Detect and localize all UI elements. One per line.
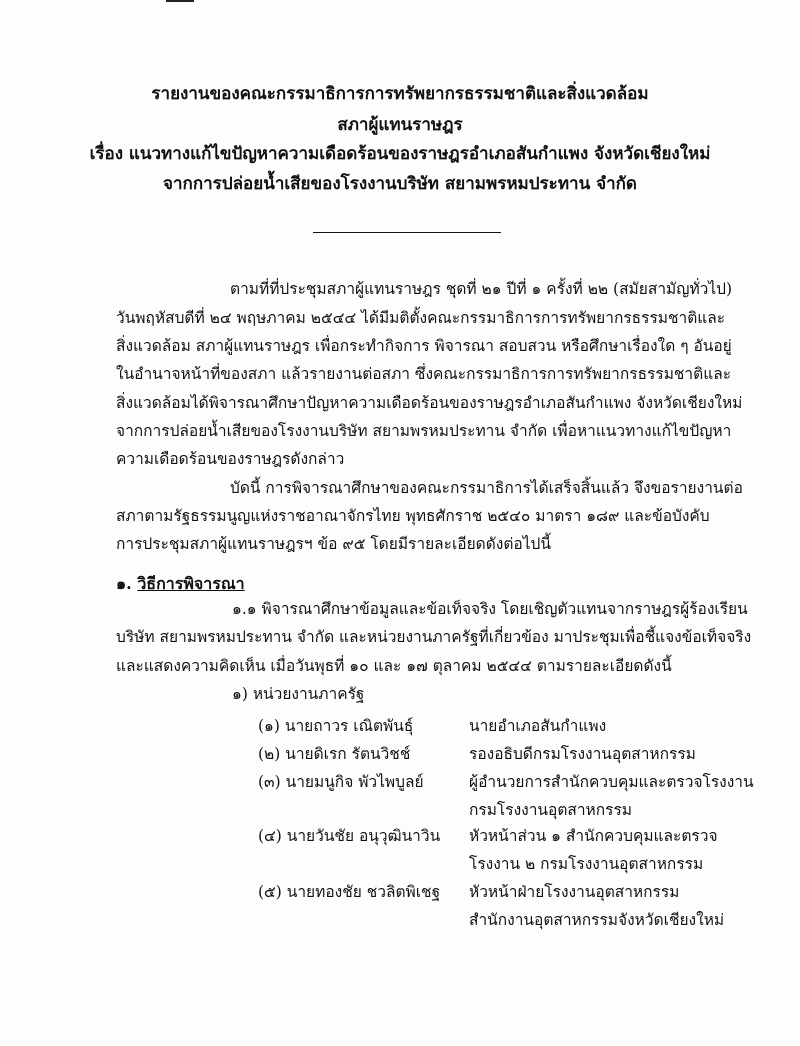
official-position-5b: สำนักงานอุตสาหกรรมจังหวัดเชียงใหม่ xyxy=(469,911,725,929)
official-name-2: (๒) นายดิเรก รัตนวิชช์ xyxy=(258,745,411,763)
official-name-4: (๔) นายวันชัย อนุวุฒินาวิน xyxy=(258,827,441,845)
report-title-line-1: รายงานของคณะกรรมาธิการการทรัพยากรธรรมชาติและสิ่งแวดล้อม xyxy=(151,84,649,104)
para2-line-3: การประชุมสภาผู้แทนราษฎรฯ ข้อ ๙๕ โดยมีรายละเอียดดังต่อไปนี้ xyxy=(116,535,551,553)
official-position-2: รองอธิบดีกรมโรงงานอุตสาหกรรม xyxy=(469,745,696,763)
intro-line-4: ในอำนาจหน้าที่ของสภา แล้วรายงานต่อสภา ซึ่งคณะกรรมาธิการการทรัพยากรธรรมชาติและ xyxy=(116,365,732,383)
official-position-4b: โรงงาน ๒ กรมโรงงานอุตสาหกรรม xyxy=(469,855,704,873)
report-title-line-2: สภาผู้แทนราษฎร xyxy=(337,115,463,135)
official-position-1: นายอำเภอสันกำแพง xyxy=(469,717,607,735)
section-1-1-line-1: ๑.๑ พิจารณาศึกษาข้อมูลและข้อเท็จจริง โดยเชิญตัวแทนจากราษฎรผู้ร้องเรียน xyxy=(232,600,748,618)
section-1-number: ๑. xyxy=(116,574,132,593)
intro-line-2: วันพฤหัสบดีที่ ๒๔ พฤษภาคม ๒๕๔๔ ได้มีมติตั้งคณะกรรมาธิการการทรัพยากรธรรมชาติและ xyxy=(116,309,726,327)
official-position-3a: ผู้อำนวยการสำนักควบคุมและตรวจโรงงาน xyxy=(469,773,754,791)
official-name-5: (๕) นายทองชัย ชวลิตพิเชฐ xyxy=(258,883,441,901)
section-1-1-line-2: บริษัท สยามพรหมประทาน จำกัด และหน่วยงานภาครัฐที่เกี่ยวข้อง มาประชุมเพื่อชี้แจงข้อเท็จจริง xyxy=(116,628,752,646)
official-position-4a: หัวหน้าส่วน ๑ สำนักควบคุมและตรวจ xyxy=(469,827,718,845)
section-1-title: วิธีการพิจารณา xyxy=(137,574,245,593)
intro-line-1: ตามที่ที่ประชุมสภาผู้แทนราษฎร ชุดที่ ๒๑ ปีที่ ๑ ครั้งที่ ๒๒ (สมัยสามัญทั่วไป) xyxy=(230,280,733,298)
report-title-line-3: เรื่อง แนวทางแก้ไขปัญหาความเดือดร้อนของราษฎรอำเภอสันกำแพง จังหวัดเชียงใหม่ xyxy=(89,144,711,164)
section-1-1-line-3: และแสดงความคิดเห็น เมื่อวันพุธที่ ๑๐ และ ๑๗ ตุลาคม ๒๕๔๔ ตามรายละเอียดดังนี้ xyxy=(116,657,672,675)
official-position-3b: กรมโรงงานอุตสาหกรรม xyxy=(469,801,633,819)
section-1-heading xyxy=(116,572,245,597)
official-name-1: (๑) นายถาวร เณิตพันธุ์ xyxy=(258,717,414,735)
para2-line-2: สภาตามรัฐธรรมนูญแห่งราชอาณาจักรไทย พุทธศักราช ๒๕๔๐ มาตรา ๑๘๙ และข้อบังคับ xyxy=(116,507,710,525)
intro-line-3: สิ่งแวดล้อม สภาผู้แทนราษฎร เพื่อกระทำกิจการ พิจารณา สอบสวน หรือศึกษาเรื่องใด ๆ อันอยู่ xyxy=(116,337,732,355)
official-position-5a: หัวหน้าฝ่ายโรงงานอุตสาหกรรม xyxy=(469,883,680,901)
title-divider xyxy=(313,232,501,233)
group-label-government: ๑) หน่วยงานภาครัฐ xyxy=(232,685,365,703)
official-name-3: (๓) นายมนูกิจ พัวไพบูลย์ xyxy=(258,773,424,791)
para2-line-1: บัดนี้ การพิจารณาศึกษาของคณะกรรมาธิการได้เสร็จสิ้นแล้ว จึงขอรายงานต่อ xyxy=(230,479,743,497)
scan-mark xyxy=(166,0,194,2)
intro-line-6: จากการปล่อยน้ำเสียของโรงงานบริษัท สยามพรหมประทาน จำกัด เพื่อหาแนวทางแก้ไขปัญหา xyxy=(116,422,732,440)
intro-line-7: ความเดือดร้อนของราษฎรดังกล่าว xyxy=(116,450,345,468)
report-title-line-4: จากการปล่อยน้ำเสียของโรงงานบริษัท สยามพรหมประทาน จำกัด xyxy=(163,174,637,194)
intro-line-5: สิ่งแวดล้อมได้พิจารณาศึกษาปัญหาความเดือดร้อนของราษฎรอำเภอสันกำแพง จังหวัดเชียงใหม่ xyxy=(116,394,743,412)
